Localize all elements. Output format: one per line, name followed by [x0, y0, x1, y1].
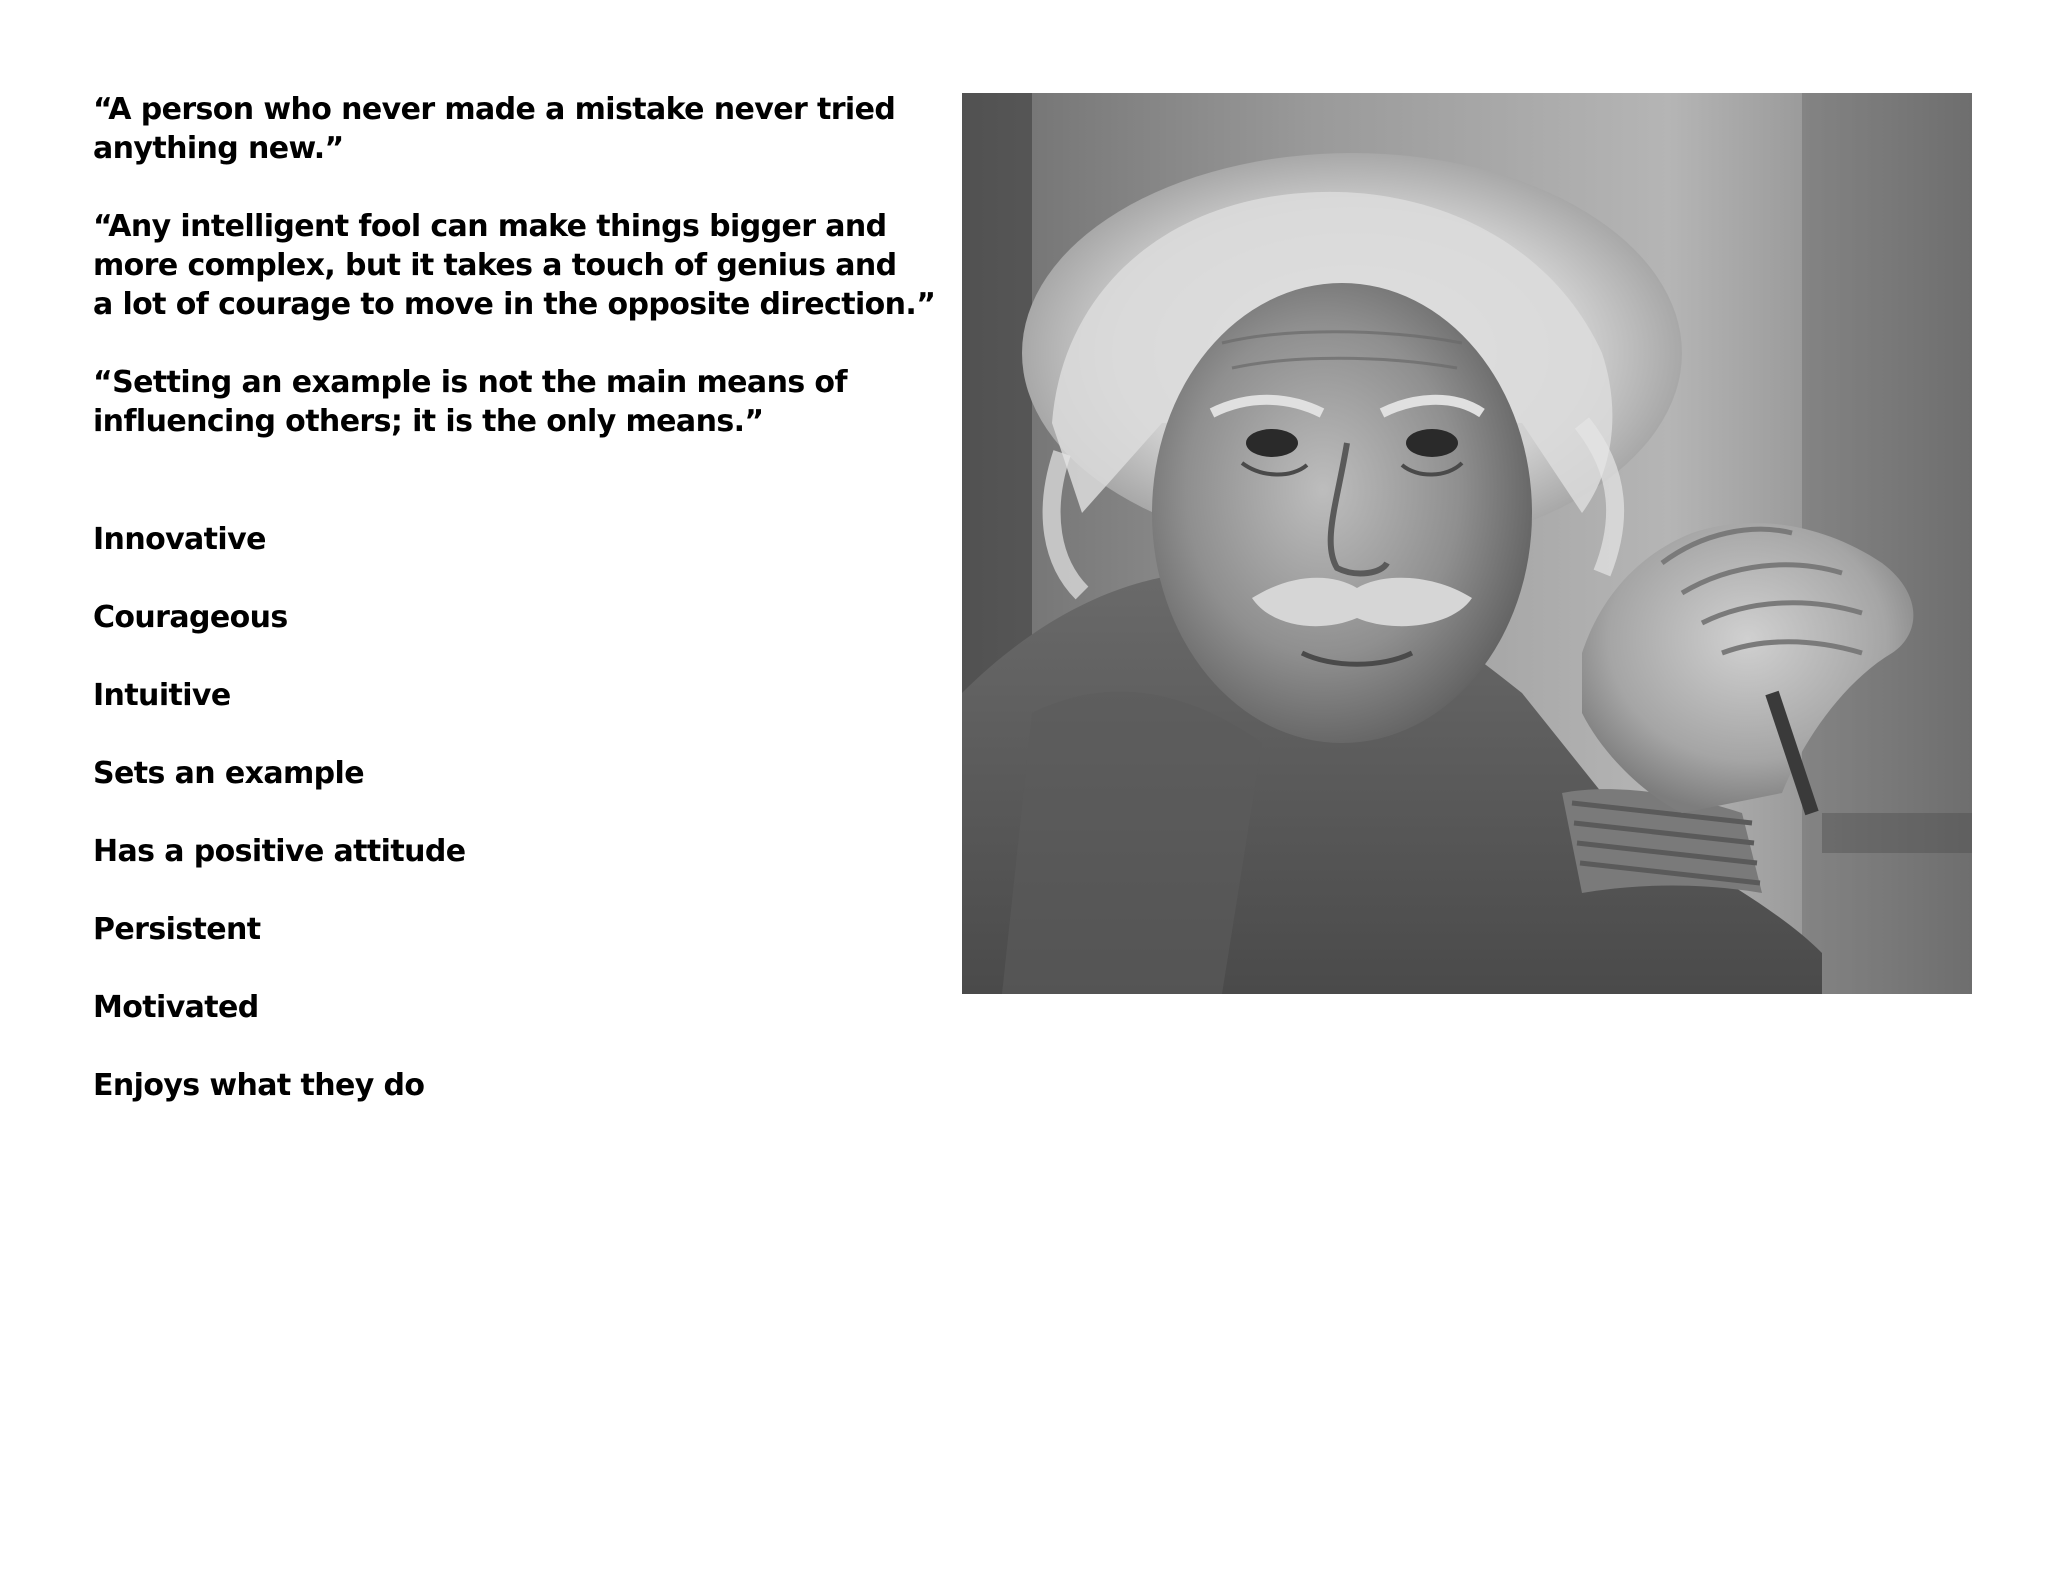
trait-item: Sets an example: [93, 756, 364, 791]
traits-list: [93, 520, 693, 1144]
quote-line: influencing others; it is the only means.”: [93, 404, 764, 439]
quote-line: “Setting an example is not the main means of: [93, 365, 847, 400]
quote-line: “Any intelligent fool can make things bigger and: [93, 209, 887, 244]
quote-1: [93, 90, 896, 168]
quotes-section: [93, 90, 936, 480]
trait-item: Motivated: [93, 990, 259, 1025]
quote-line: “A person who never made a mistake never tried: [93, 92, 896, 127]
quote-3: [93, 363, 853, 441]
trait-item: Has a positive attitude: [93, 834, 466, 869]
quote-line: a lot of courage to move in the opposite direction.”: [93, 287, 936, 322]
quote-2: [93, 207, 936, 324]
trait-item: Innovative: [93, 522, 266, 557]
trait-item: Persistent: [93, 912, 261, 947]
trait-item: Intuitive: [93, 678, 231, 713]
trait-item: Enjoys what they do: [93, 1068, 425, 1103]
portrait-illustration: [962, 93, 1972, 994]
portrait-photo: [962, 93, 1972, 994]
quote-line: anything new.”: [93, 131, 344, 166]
trait-item: Courageous: [93, 600, 288, 635]
quote-line: more complex, but it takes a touch of genius and: [93, 248, 897, 283]
